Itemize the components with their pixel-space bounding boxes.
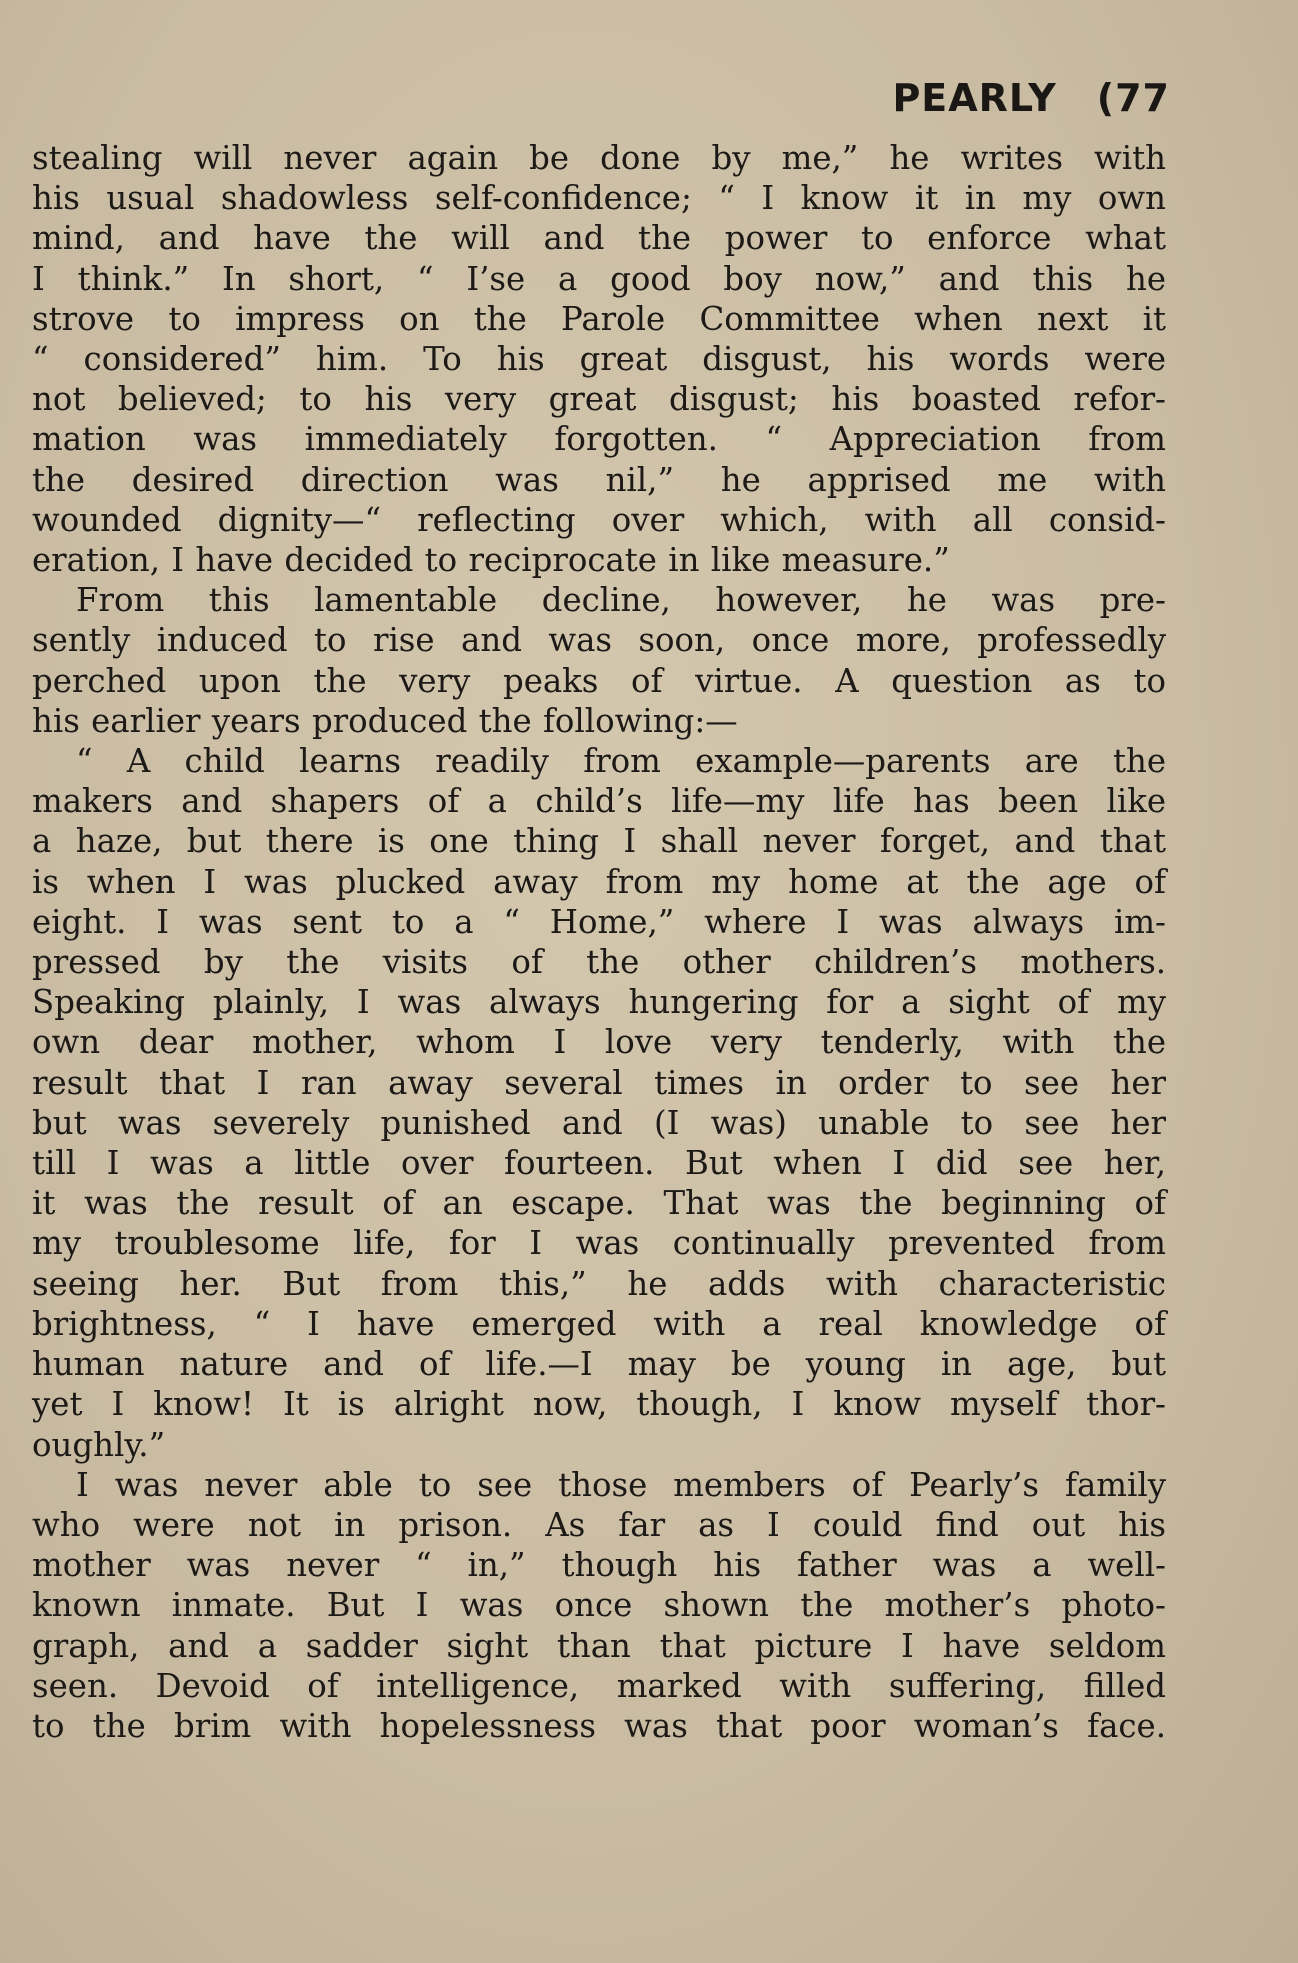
text-line: makers and shapers of a child’s life—my life has been like xyxy=(32,782,1166,821)
text-line: my troublesome life, for I was continually prevented from xyxy=(32,1224,1166,1263)
text-line: own dear mother, whom I love very tenderly, with the xyxy=(32,1023,1166,1062)
text-line: it was the result of an escape. That was the beginning of xyxy=(32,1184,1166,1223)
page-number: (77 xyxy=(1096,76,1170,120)
text-line: wounded dignity—“ reflecting over which, with all consid- xyxy=(32,500,1166,539)
text-line: yet I know! It is alright now, though, I know myself thor- xyxy=(32,1385,1166,1424)
text-line: mother was never “ in,” though his father was a well- xyxy=(32,1546,1166,1585)
text-line: his earlier years produced the following:— xyxy=(32,701,738,740)
text-line: result that I ran away several times in order to see her xyxy=(32,1063,1166,1102)
text-line: From this lamentable decline, however, he was pre- xyxy=(76,581,1166,620)
text-line: “ A child learns readily from example—parents are the xyxy=(76,742,1166,781)
body-text xyxy=(32,138,1166,1746)
text-line: strove to impress on the Parole Committee when next it xyxy=(32,299,1166,338)
text-line: human nature and of life.—I may be young in age, but xyxy=(32,1345,1166,1384)
text-line: oughly.” xyxy=(32,1425,166,1464)
text-line: who were not in prison. As far as I could find out his xyxy=(32,1505,1166,1544)
running-title: PEARLY xyxy=(892,76,1057,120)
text-line: to the brim with hopelessness was that poor woman’s face. xyxy=(32,1706,1166,1745)
text-line: not believed; to his very great disgust; his boasted refor- xyxy=(32,380,1166,419)
text-line: sently induced to rise and was soon, once more, professedly xyxy=(32,621,1166,660)
text-line: the desired direction was nil,” he apprised me with xyxy=(32,460,1166,499)
text-line: brightness, “ I have emerged with a real knowledge of xyxy=(32,1304,1166,1343)
text-line: his usual shadowless self-confidence; “ I know it in my own xyxy=(32,179,1166,218)
text-line: eration, I have decided to reciprocate in like measure.” xyxy=(32,541,950,580)
text-line: I was never able to see those members of Pearly’s family xyxy=(76,1465,1166,1504)
text-line: stealing will never again be done by me,” he writes with xyxy=(32,139,1166,177)
text-line: but was severely punished and (I was) unable to see her xyxy=(32,1103,1166,1142)
text-line: is when I was plucked away from my home at the age of xyxy=(32,862,1166,901)
running-header xyxy=(892,76,1170,120)
text-line: seeing her. But from this,” he adds with characteristic xyxy=(32,1264,1166,1303)
text-line: eight. I was sent to a “ Home,” where I was always im- xyxy=(32,902,1166,941)
text-line: a haze, but there is one thing I shall never forget, and that xyxy=(32,822,1166,861)
text-line: seen. Devoid of intelligence, marked with suffering, filled xyxy=(32,1666,1166,1705)
text-line: mind, and have the will and the power to enforce what xyxy=(32,219,1166,258)
text-line: mation was immediately forgotten. “ Appreciation from xyxy=(32,420,1166,459)
text-line: graph, and a sadder sight than that picture I have seldom xyxy=(32,1626,1166,1665)
text-line: perched upon the very peaks of virtue. A question as to xyxy=(32,661,1166,700)
text-line: I think.” In short, “ I’se a good boy now,” and this he xyxy=(32,259,1166,298)
text-line: till I was a little over fourteen. But when I did see her, xyxy=(32,1144,1166,1183)
text-line: Speaking plainly, I was always hungering for a sight of my xyxy=(32,983,1166,1022)
text-line: “ considered” him. To his great disgust, his words were xyxy=(32,340,1166,379)
text-line: known inmate. But I was once shown the mother’s photo- xyxy=(32,1586,1166,1625)
text-line: pressed by the visits of the other children’s mothers. xyxy=(32,943,1166,982)
